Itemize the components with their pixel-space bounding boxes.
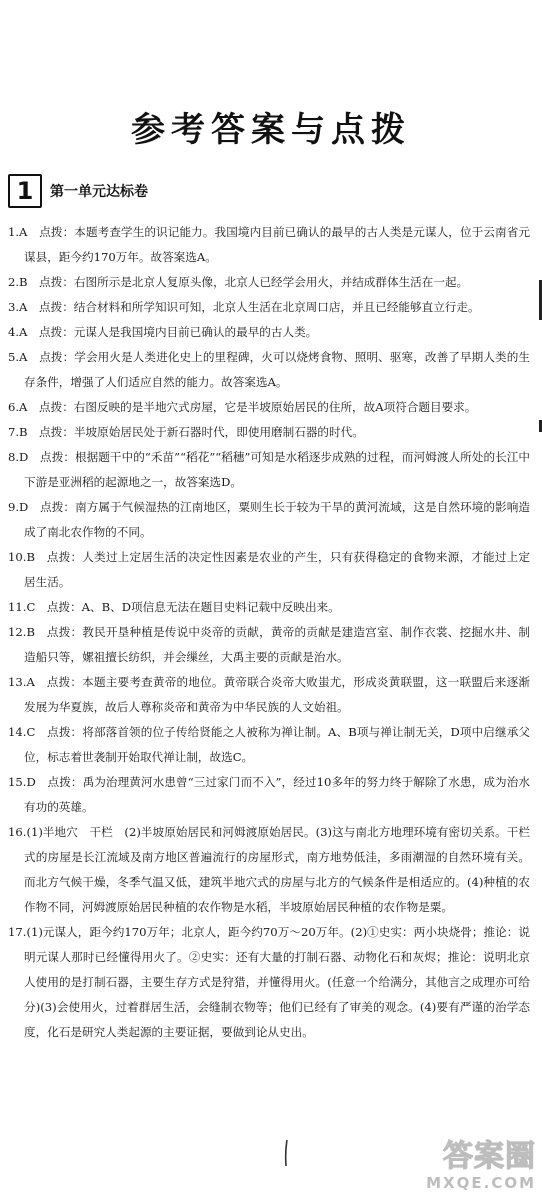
- answer-list: [8, 220, 530, 1045]
- answer-item-2: 2.B 点拨：右图所示是北京人复原头像，北京人已经学会用火，并结成群体生活在一起。: [8, 275, 469, 289]
- answer-item-7: 7.B 点拨：半坡原始居民处于新石器时代，即使用磨制石器的时代。: [8, 425, 364, 439]
- answer-item-17: 17.(1)元谋人，距今约170万年；北京人，距今约70万～20万年。(2)①史实：两小块烧骨；推论：说明元谋人那时已经懂得用火了。②史实：还有大量的打制石器、动物化石和灰烬；推论：说明北京人使用的是打制石器，主要生存方式是狩猎，并懂得用火。(任意一个给满分，其他言之成理亦可给分)(3)会使用火，过着群居生活，会缝制衣物等；他们已经有了审美的观念。(4)要有严谨的治学态度，化石是研究人类起源的主要证据，要做到论从史出。: [8, 925, 530, 1039]
- answer-item-11: 11.C 点拨：A、B、D项信息无法在题目史料记载中反映出来。: [8, 600, 340, 614]
- answer-item-14: 14.C 点拨：将部落首领的位子传给贤能之人被称为禅让制。A、B项与禅让制无关，D项中启继承父位，标志着世袭制开始取代禅让制，故选C。: [8, 725, 530, 764]
- answer-item-5: 5.A 点拨：学会用火是人类进化史上的里程碑，火可以烧烤食物、照明、驱寒，改善了早期人类的生存条件，增强了人们适应自然的能力。故答案选A。: [8, 350, 530, 389]
- unit-number-box: 1: [8, 174, 42, 208]
- answer-item-8: 8.D 点拨：根据题干中的“禾苗”“稻花”“稻穗”可知是水稻逐步成熟的过程，而河姆渡人所处的长江中下游是亚洲稻的起源地之一，故答案选D。: [8, 450, 530, 489]
- answer-item-1: 1.A 点拨：本题考查学生的识记能力。我国境内目前已确认的最早的古人类是元谋人，位于云南省元谋县，距今约170万年。故答案选A。: [8, 225, 530, 264]
- pen-stroke-mark: [282, 1138, 290, 1168]
- answer-item-15: 15.D 点拨：禹为治理黄河水患曾“三过家门而不入”，经过10多年的努力终于解除了水患，成为治水有功的英雄。: [8, 775, 530, 814]
- answer-item-6: 6.A 点拨：右图反映的是半地穴式房屋，它是半坡原始居民的住所，故A项符合题目要求。: [8, 400, 477, 414]
- unit-header: [8, 174, 148, 208]
- answer-item-9: 9.D 点拨：南方属于气候湿热的江南地区，粟则生长于较为干旱的黄河流域，这是自然环境的影响造成了南北农作物的不同。: [8, 500, 530, 539]
- watermark-logo: [380, 1140, 536, 1194]
- answer-item-13: 13.A 点拨：本题主要考查黄帝的地位。黄帝联合炎帝大败蚩尤，形成炎黄联盟，这一联盟后来逐渐发展为华夏族，故后人尊称炎帝和黄帝为中华民族的人文始祖。: [8, 675, 530, 714]
- answer-item-3: 3.A 点拨：结合材料和所学知识可知，北京人生活在北京周口店，并且已经能够直立行走。: [8, 300, 480, 314]
- watermark-url: MXQE.COM: [426, 1174, 536, 1192]
- answer-item-4: 4.A 点拨：元谋人是我国境内目前已确认的最早的古人类。: [8, 325, 318, 339]
- answer-item-10: 10.B 点拨：人类过上定居生活的决定性因素是农业的产生，只有获得稳定的食物来源，才能过上定居生活。: [8, 550, 530, 589]
- answer-item-12: 12.B 点拨：教民开垦种植是传说中炎帝的贡献，黄帝的贡献是建造宫室、制作衣裳、挖掘水井、制造船只等，嫘祖擅长纺织，并会缫丝，大禹主要的贡献是治水。: [8, 625, 530, 664]
- unit-label: 第一单元达标卷: [50, 184, 148, 200]
- answer-item-16: 16.(1)半地穴 干栏 (2)半坡原始居民和河姆渡原始居民。(3)这与南北方地理环境有密切关系。干栏式的房屋是长江流域及南方地区普遍流行的房屋形式，南方地势低洼，多雨潮湿的自然环境有关。而北方气候干燥，冬季气温又低，建筑半地穴式的房屋与北方的气候条件是相适应的。(4)种植的农作物不同，河姆渡原始居民种植的农作物是水稻，半坡原始居民种植的农作物是粟。: [8, 825, 530, 914]
- watermark-title: 答案圈: [443, 1139, 536, 1174]
- page-title: 参考答案与点拨: [131, 110, 411, 150]
